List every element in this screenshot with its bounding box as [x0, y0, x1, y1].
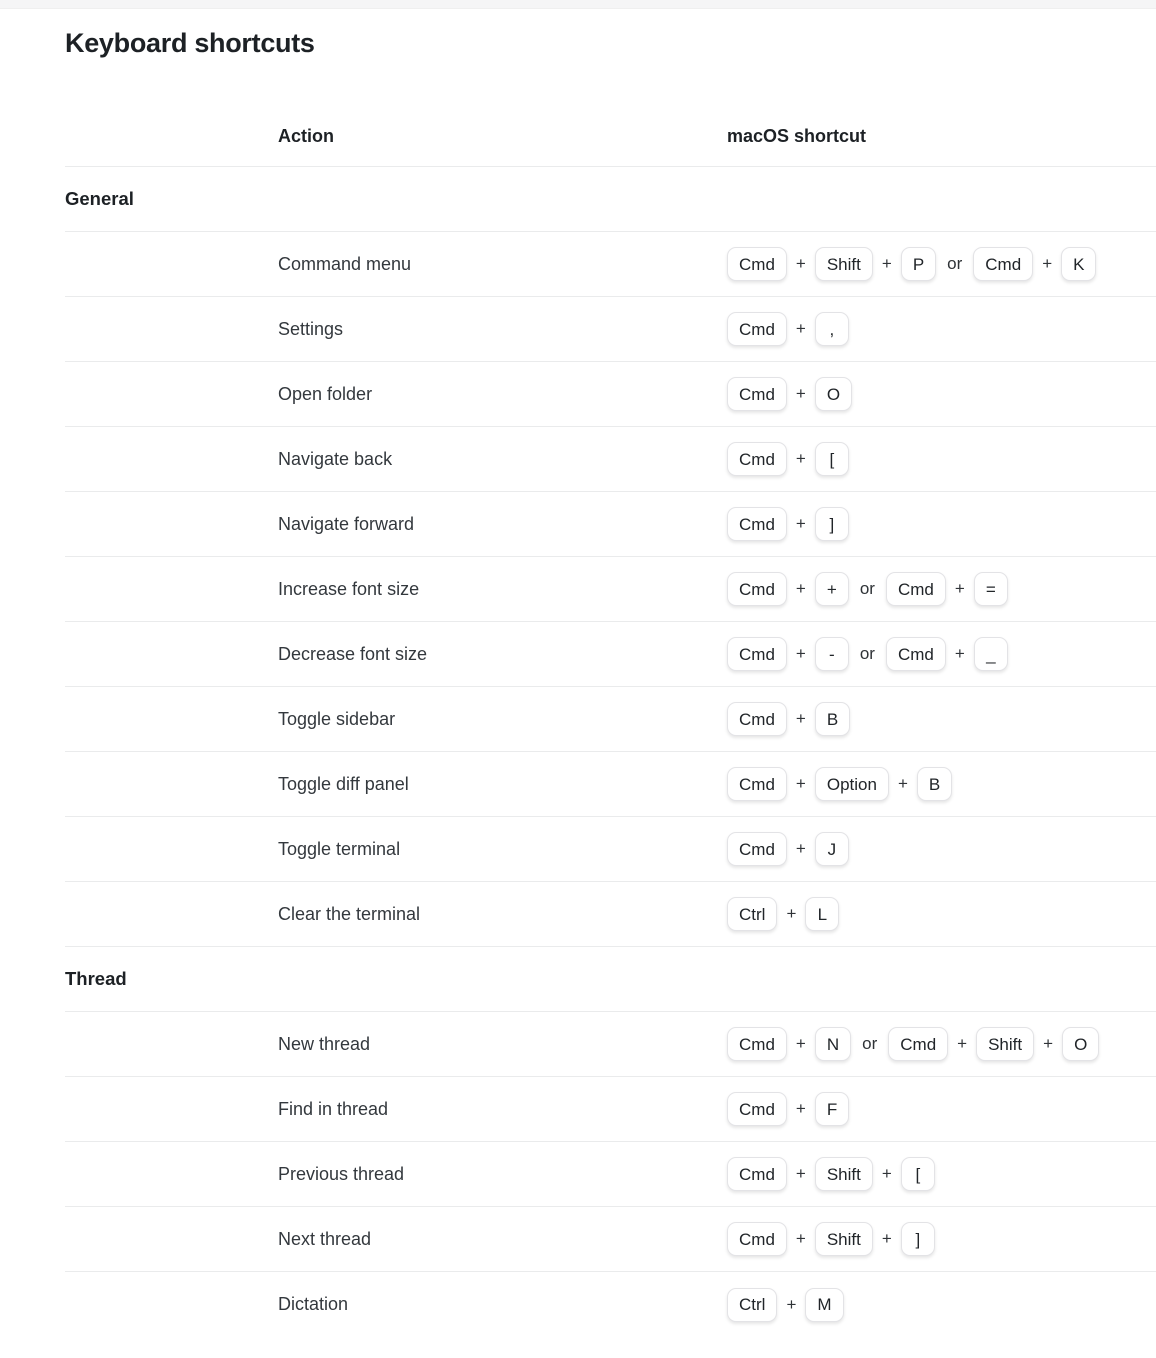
table-row [65, 297, 1156, 362]
plus-separator: + [795, 1034, 806, 1053]
keycap: = [974, 572, 1008, 606]
section-row [65, 167, 1156, 232]
shortcut-cell [727, 832, 1156, 866]
keycap: Cmd [727, 507, 787, 541]
keycap: Cmd [727, 1222, 787, 1256]
plus-separator: + [795, 644, 806, 663]
keycap: - [815, 637, 849, 671]
keycap: _ [974, 637, 1008, 671]
keycap: Cmd [727, 1092, 787, 1126]
keycap: Cmd [727, 1027, 787, 1061]
keycap: M [805, 1288, 843, 1322]
keycap: Cmd [727, 312, 787, 346]
shortcut-cell [727, 377, 1156, 411]
keycap: [ [901, 1157, 935, 1191]
table-row [65, 882, 1156, 947]
shortcut-cell [727, 1092, 1156, 1126]
section-row [65, 947, 1156, 1012]
plus-separator: + [881, 1164, 892, 1183]
keycap: Cmd [727, 767, 787, 801]
keycap: Shift [815, 1157, 873, 1191]
shortcut-cell [727, 572, 1156, 606]
action-label: Toggle sidebar [278, 708, 396, 729]
plus-separator: + [795, 449, 806, 468]
keycap: [ [815, 442, 849, 476]
plus-separator: + [795, 579, 806, 598]
keycap: Cmd [727, 377, 787, 411]
keycap: Cmd [727, 1157, 787, 1191]
shortcut-cell [727, 1157, 1156, 1191]
plus-separator: + [957, 1034, 968, 1053]
action-label: Previous thread [278, 1163, 405, 1184]
plus-separator: + [1043, 1034, 1054, 1053]
shortcut-cell [727, 702, 1156, 736]
action-label: Toggle terminal [278, 838, 401, 859]
plus-separator: + [786, 1294, 797, 1314]
keycap: Cmd [727, 702, 787, 736]
section-label: Thread [65, 968, 127, 989]
plus-separator: + [795, 774, 806, 793]
keycap: Cmd [727, 442, 787, 476]
plus-separator: + [1042, 254, 1053, 273]
shortcut-cell [727, 1288, 1156, 1322]
shortcut-cell [727, 247, 1156, 281]
keycap: Shift [976, 1027, 1034, 1061]
keycap: Cmd [888, 1027, 948, 1061]
section-label: General [65, 188, 134, 209]
table-row [65, 232, 1156, 297]
table-row [65, 362, 1156, 427]
plus-separator: + [881, 1229, 892, 1248]
or-separator: or [862, 1034, 878, 1053]
shortcut-cell [727, 897, 1156, 931]
keycap: ] [815, 507, 849, 541]
keycap: K [1061, 247, 1096, 281]
or-separator: or [859, 579, 875, 598]
keycap: ] [901, 1222, 935, 1256]
table-row [65, 622, 1156, 687]
window-top-strip [0, 0, 1156, 9]
keycap: + [815, 572, 849, 606]
action-label: Find in thread [278, 1098, 389, 1119]
action-label: Open folder [278, 383, 373, 404]
keycap: B [815, 702, 850, 736]
shortcut-cell [727, 312, 1156, 346]
keycap: N [815, 1027, 851, 1061]
table-row [65, 687, 1156, 752]
keycap: Ctrl [727, 897, 777, 931]
action-label: Next thread [278, 1228, 372, 1249]
shortcuts-table [65, 97, 1156, 1337]
action-label: Navigate back [278, 448, 393, 469]
table-row [65, 1142, 1156, 1207]
plus-separator: + [795, 1229, 806, 1248]
keycap: Cmd [727, 247, 787, 281]
plus-separator: + [954, 579, 965, 598]
plus-separator: + [795, 709, 806, 728]
keycap: B [917, 767, 952, 801]
table-row [65, 557, 1156, 622]
plus-separator: + [795, 319, 806, 338]
action-label: Toggle diff panel [278, 773, 409, 794]
keycap: O [815, 377, 852, 411]
plus-separator: + [795, 514, 806, 533]
keycap: O [1062, 1027, 1099, 1061]
keycap: Cmd [886, 572, 946, 606]
shortcut-cell [727, 507, 1156, 541]
shortcut-cell [727, 1222, 1156, 1256]
keycap: F [815, 1092, 849, 1126]
action-label: Decrease font size [278, 643, 428, 664]
plus-separator: + [795, 1099, 806, 1118]
shortcut-cell [727, 637, 1156, 671]
shortcut-cell [727, 767, 1156, 801]
action-label: Settings [278, 318, 344, 339]
table-row [65, 817, 1156, 882]
shortcut-cell [727, 1027, 1156, 1061]
keycap: L [805, 897, 839, 931]
keyboard-shortcuts-page [0, 9, 1156, 1337]
keycap: Ctrl [727, 1288, 777, 1322]
or-separator: or [859, 644, 875, 663]
keycap: Cmd [973, 247, 1033, 281]
plus-separator: + [795, 384, 806, 403]
keycap: J [815, 832, 849, 866]
table-row [65, 1077, 1156, 1142]
keycap: Cmd [886, 637, 946, 671]
shortcut-cell [727, 442, 1156, 476]
keycap: , [815, 312, 849, 346]
keycap: Cmd [727, 572, 787, 606]
action-label: New thread [278, 1033, 371, 1054]
table-row [65, 427, 1156, 492]
or-separator: or [947, 254, 963, 273]
plus-separator: + [881, 254, 892, 273]
table-row [65, 752, 1156, 817]
action-label: Navigate forward [278, 513, 415, 534]
table-row [65, 492, 1156, 557]
keycap: Option [815, 767, 889, 801]
keycap: Cmd [727, 832, 787, 866]
plus-separator: + [795, 254, 806, 273]
table-row [65, 1272, 1156, 1337]
action-column-header: Action [278, 126, 334, 146]
action-label: Dictation [278, 1294, 349, 1314]
plus-separator: + [897, 774, 908, 793]
keycap: Cmd [727, 637, 787, 671]
keycap: P [901, 247, 936, 281]
action-label: Clear the terminal [278, 903, 421, 924]
table-row [65, 1207, 1156, 1272]
shortcut-column-header: macOS shortcut [727, 126, 867, 146]
plus-separator: + [795, 839, 806, 858]
table-row [65, 1012, 1156, 1077]
plus-separator: + [795, 1164, 806, 1183]
action-label: Increase font size [278, 578, 420, 599]
keycap: Shift [815, 247, 873, 281]
table-header-row [65, 97, 1156, 167]
plus-separator: + [954, 644, 965, 663]
keycap: Shift [815, 1222, 873, 1256]
plus-separator: + [786, 904, 797, 923]
action-label: Command menu [278, 253, 412, 274]
page-title: Keyboard shortcuts [65, 28, 315, 58]
